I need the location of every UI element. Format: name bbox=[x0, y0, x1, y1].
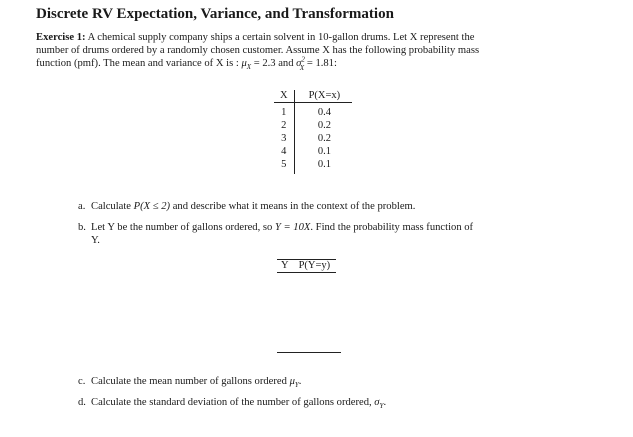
question-d-label: d. bbox=[78, 397, 86, 408]
question-b-label: b. bbox=[78, 222, 86, 233]
table-row bbox=[274, 132, 352, 145]
question-a bbox=[78, 200, 415, 213]
pmf-p-cell: 0.4 bbox=[317, 107, 331, 118]
exercise-paragraph bbox=[36, 31, 592, 71]
question-b-text-after: . Find the probability mass function of bbox=[310, 222, 474, 233]
pmf-table-container bbox=[274, 90, 352, 174]
page-title: Discrete RV Expectation, Variance, and Transformation bbox=[36, 6, 394, 22]
intro-text-3c: = 1.81: bbox=[304, 58, 337, 70]
pmf-header-p: P(X=x) bbox=[294, 90, 352, 103]
table-row bbox=[274, 158, 352, 174]
pmf-p-cell: 0.2 bbox=[317, 120, 331, 131]
question-a-text-before: Calculate bbox=[91, 201, 134, 212]
variance-symbol: $\sigma^2_X$ bbox=[296, 55, 305, 72]
y-header-p: P(Y=y) bbox=[295, 260, 337, 273]
question-b bbox=[78, 221, 473, 234]
y-table bbox=[277, 259, 336, 273]
intro-line-1 bbox=[36, 31, 592, 44]
question-a-text-after: and describe what it means in the context of the problem. bbox=[170, 201, 416, 212]
question-d-text-before: Calculate the standard deviation of the number of gallons ordered, bbox=[91, 397, 375, 408]
question-a-math: P(X ≤ 2) bbox=[133, 201, 171, 212]
pmf-x-cell: 5 bbox=[274, 158, 294, 174]
y-table-container bbox=[277, 259, 336, 273]
question-c-text-after: . bbox=[298, 376, 302, 387]
question-a-label: a. bbox=[78, 201, 86, 212]
exercise-label: Exercise 1: bbox=[36, 32, 86, 43]
pmf-p-cell: 0.1 bbox=[317, 146, 331, 157]
question-c-text-before: Calculate the mean number of gallons ordered bbox=[91, 376, 290, 387]
pmf-p-cell: 0.2 bbox=[317, 133, 331, 144]
question-c bbox=[78, 375, 301, 388]
pmf-p-cell: 0.1 bbox=[317, 159, 331, 170]
pmf-x-cell: 2 bbox=[274, 119, 294, 132]
table-row bbox=[274, 103, 352, 120]
intro-text-3a: function (pmf). The mean and variance of X is : bbox=[36, 58, 242, 70]
question-c-math: $\mu_Y$ bbox=[289, 376, 299, 390]
pmf-x-cell: 3 bbox=[274, 132, 294, 145]
question-d bbox=[78, 396, 386, 409]
pmf-x-cell: 1 bbox=[274, 103, 294, 120]
question-d-text-after: . bbox=[383, 397, 387, 408]
table-row bbox=[274, 145, 352, 158]
pmf-x-cell: 4 bbox=[274, 145, 294, 158]
pmf-header-x: X bbox=[274, 90, 294, 103]
pmf-table bbox=[274, 90, 352, 174]
table-row bbox=[274, 119, 352, 132]
y-header-y: Y bbox=[277, 260, 295, 273]
intro-line-2: number of drums ordered by a randomly chosen customer. Assume X has the following probability mass bbox=[36, 45, 480, 57]
y-table-bottom-rule bbox=[277, 352, 341, 353]
question-c-label: c. bbox=[78, 376, 86, 387]
question-d-math: $\sigma_Y$ bbox=[374, 397, 384, 411]
mean-symbol: $\mu_X$ bbox=[241, 58, 252, 72]
question-b-text-before: Let Y be the number of gallons ordered, so bbox=[91, 222, 275, 233]
intro-line-3 bbox=[36, 57, 592, 70]
question-b-continuation: Y. bbox=[91, 235, 100, 246]
question-b-math: Y = 10X bbox=[274, 222, 311, 233]
intro-text-1: A chemical supply company ships a certain solvent in 10-gallon drums. Let X represent the bbox=[85, 32, 475, 43]
intro-text-3b: = 2.3 and bbox=[251, 58, 297, 70]
